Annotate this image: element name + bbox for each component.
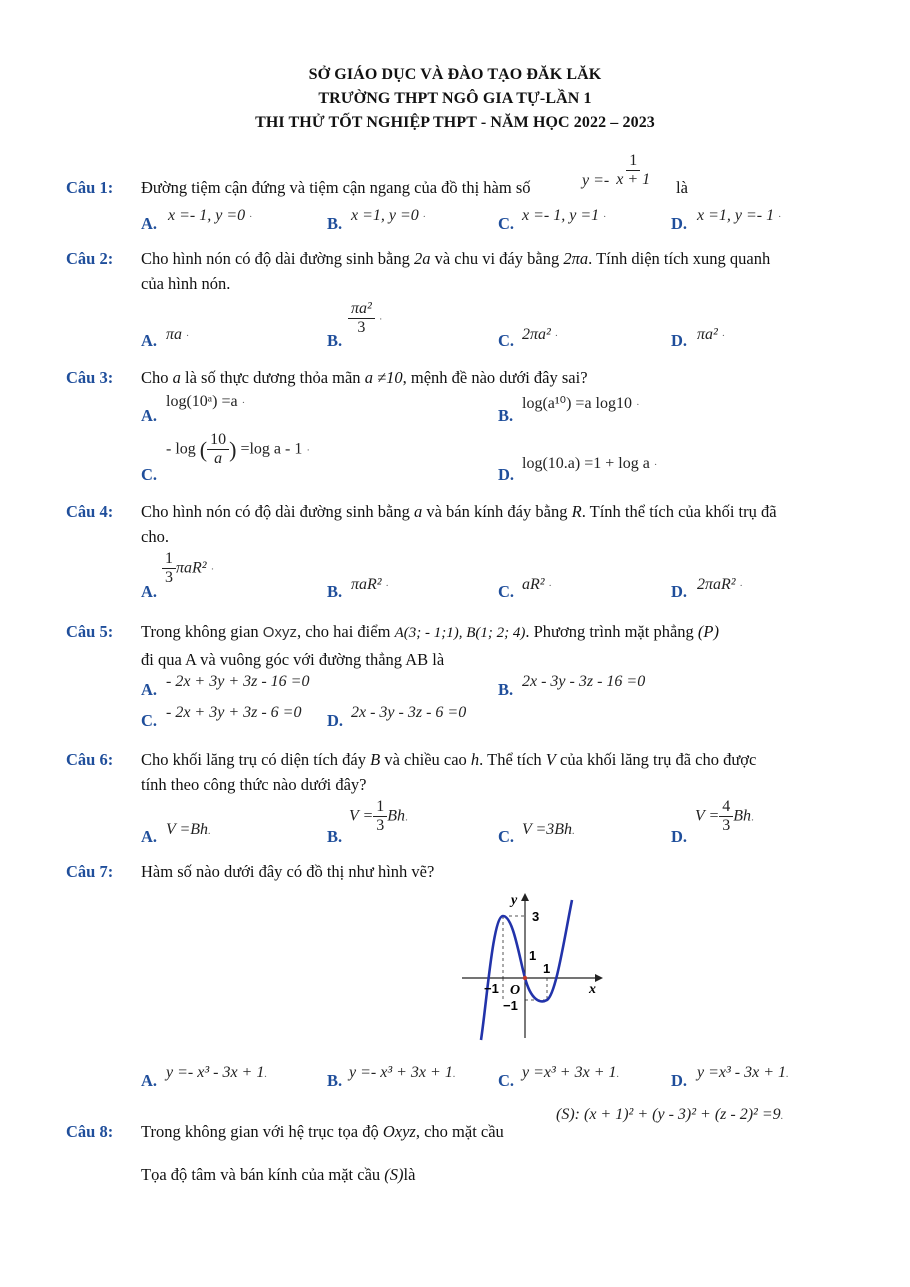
option-c-label[interactable]: C. — [498, 214, 515, 233]
y-axis-label: y — [511, 893, 518, 908]
option-d[interactable]: 2πaR² · — [697, 576, 743, 593]
option-a-label[interactable]: A. — [141, 582, 158, 601]
sphere-equation: (S): (x + 1)² + (y - 3)² + (z - 2)² =9. — [556, 1106, 784, 1123]
option-c-label[interactable]: C. — [498, 827, 515, 846]
option-c[interactable]: - 2x + 3y + 3z - 6 =0 — [166, 704, 302, 721]
option-d[interactable]: 2x - 3y - 3z - 6 =0 — [351, 704, 467, 721]
option-d[interactable]: πa² · — [697, 326, 725, 343]
option-b[interactable]: y =- x³ + 3x + 1. — [349, 1064, 456, 1081]
question-text: Cho hình nón có độ dài đường sinh bằng 2a và chu vi đáy bằng 2πa. Tính diện tích xung quanh — [141, 249, 771, 268]
option-a-label[interactable]: A. — [141, 331, 158, 350]
question-text-line-2: cho. — [141, 527, 169, 546]
option-a[interactable]: πa · — [166, 326, 189, 343]
option-c[interactable]: y =x³ + 3x + 1. — [522, 1064, 620, 1081]
option-b[interactable]: V = $\frac{1}{3}$ Bh. — [349, 798, 408, 835]
option-c-label[interactable]: C. — [498, 582, 515, 601]
question-text-line-2: của hình nón. — [141, 274, 231, 293]
question-number: Câu 8: — [66, 1122, 114, 1141]
question-text-end: là — [676, 178, 688, 197]
option-a-label[interactable]: A. — [141, 1071, 158, 1090]
option-d-label[interactable]: D. — [671, 331, 688, 350]
cubic-graph — [455, 890, 610, 1045]
option-c[interactable]: - log ( $\frac{10}{a}$ ) =log a - 1 · — [166, 431, 311, 468]
option-d-label[interactable]: D. — [671, 1071, 688, 1090]
tick-label-y-1: 1 — [529, 948, 537, 963]
question-number: Câu 5: — [66, 622, 114, 641]
option-a[interactable]: x =- 1, y =0 · — [168, 207, 252, 224]
option-c-label[interactable]: C. — [141, 711, 158, 730]
question-text: Trong không gian với hệ trục tọa độ Oxyz, cho mặt cầu — [141, 1122, 504, 1141]
option-b-label[interactable]: B. — [327, 214, 343, 233]
option-a[interactable]: log(10ᵃ) =a · — [166, 393, 246, 410]
option-a[interactable]: - 2x + 3y + 3z - 16 =0 — [166, 673, 310, 690]
y-axis-arrow — [521, 893, 529, 901]
x-axis-arrow — [595, 974, 603, 982]
question-number: Câu 3: — [66, 368, 114, 387]
option-b-label[interactable]: B. — [498, 680, 514, 699]
option-a-label[interactable]: A. — [141, 406, 158, 425]
option-b[interactable]: 2x - 3y - 3z - 16 =0 — [522, 673, 646, 690]
option-c[interactable]: 2πa² · — [522, 326, 558, 343]
option-c-label[interactable]: C. — [498, 1071, 515, 1090]
option-b[interactable]: log(a¹⁰) =a log10 · — [522, 395, 640, 412]
question-text-line-2: tính theo công thức nào dưới đây? — [141, 775, 367, 794]
question-number: Câu 1: — [66, 178, 114, 197]
question-number: Câu 4: — [66, 502, 114, 521]
option-b[interactable]: x =1, y =0 · — [351, 207, 426, 224]
question-number: Câu 2: — [66, 249, 114, 268]
function-formula: y =- $\frac{1}{x + 1}$ — [582, 152, 651, 189]
tick-label-y-3: 3 — [532, 909, 540, 924]
option-b-label[interactable]: B. — [327, 582, 343, 601]
question-text: Trong không gian Oxyz, cho hai điểm A(3; - 1;1), B(1; 2; 4). Phương trình mặt phẳng (P) — [141, 622, 719, 641]
option-d[interactable]: y =x³ - 3x + 1. — [697, 1064, 789, 1081]
origin-label: O — [510, 983, 521, 998]
option-c-label[interactable]: C. — [141, 465, 158, 484]
option-a[interactable]: y =- x³ - 3x + 1. — [166, 1064, 268, 1081]
option-b[interactable]: πaR² · — [351, 576, 389, 593]
option-a-label[interactable]: A. — [141, 680, 158, 699]
option-d[interactable]: x =1, y =- 1 · — [697, 207, 781, 224]
option-b-label[interactable]: B. — [327, 827, 343, 846]
option-a-label[interactable]: A. — [141, 827, 158, 846]
option-b-label[interactable]: B. — [327, 331, 343, 350]
question-text: Cho khối lăng trụ có diện tích đáy B và chiều cao h. Thể tích V của khối lăng trụ đã cho được — [141, 750, 757, 769]
question-number: Câu 6: — [66, 750, 114, 769]
option-a[interactable]: V =Bh. — [166, 821, 211, 838]
question-text: Hàm số nào dưới đây có đồ thị như hình vẽ? — [141, 862, 435, 881]
option-d[interactable]: V = $\frac{4}{3}$ Bh. — [695, 798, 754, 835]
question-text-line-2: Tọa độ tâm và bán kính của mặt cầu (S)là — [141, 1165, 416, 1184]
origin-point — [523, 976, 527, 980]
option-a[interactable]: $\frac{1}{3}$ πaR² · — [162, 550, 214, 588]
tick-label-x-1: 1 — [543, 961, 551, 976]
tick-label-x-minus-1: −1 — [484, 981, 499, 996]
option-d-label[interactable]: D. — [671, 582, 688, 601]
option-d[interactable]: log(10.a) =1 + log a · — [522, 455, 658, 472]
cubic-curve — [481, 900, 572, 1040]
option-b-label[interactable]: B. — [327, 1071, 343, 1090]
option-d-label[interactable]: D. — [498, 465, 515, 484]
header-line-1: SỞ GIÁO DỤC VÀ ĐÀO TẠO ĐĂK LĂK — [308, 66, 602, 83]
option-c[interactable]: x =- 1, y =1 · — [522, 207, 606, 224]
option-d-label[interactable]: D. — [671, 214, 688, 233]
x-axis-label: x — [589, 982, 596, 997]
option-d-label[interactable]: D. — [327, 711, 344, 730]
option-d-label[interactable]: D. — [671, 827, 688, 846]
option-c[interactable]: aR² · — [522, 576, 552, 593]
question-text-line-2: đi qua A và vuông góc với đường thẳng AB là — [141, 650, 445, 669]
option-c[interactable]: V =3Bh. — [522, 821, 575, 838]
header-line-3: THI THỬ TỐT NGHIỆP THPT - NĂM HỌC 2022 – 2023 — [255, 114, 655, 131]
header-line-2: TRƯỜNG THPT NGÔ GIA TỰ-LẦN 1 — [318, 90, 592, 107]
option-c-label[interactable]: C. — [498, 331, 515, 350]
tick-label-y-minus-1: −1 — [503, 998, 518, 1013]
question-text: Đường tiệm cận đứng và tiệm cận ngang của đồ thị hàm số — [141, 178, 531, 197]
question-text: Cho hình nón có độ dài đường sinh bằng a và bán kính đáy bằng R. Tính thể tích của khối trụ đã — [141, 502, 777, 521]
option-a-label[interactable]: A. — [141, 214, 158, 233]
question-text: Cho a là số thực dương thỏa mãn a ≠10, mệnh đề nào dưới đây sai? — [141, 368, 588, 387]
question-number: Câu 7: — [66, 862, 114, 881]
option-b-label[interactable]: B. — [498, 406, 514, 425]
option-b[interactable]: $\frac{\text{πa²}}{3}$ · — [348, 300, 382, 338]
